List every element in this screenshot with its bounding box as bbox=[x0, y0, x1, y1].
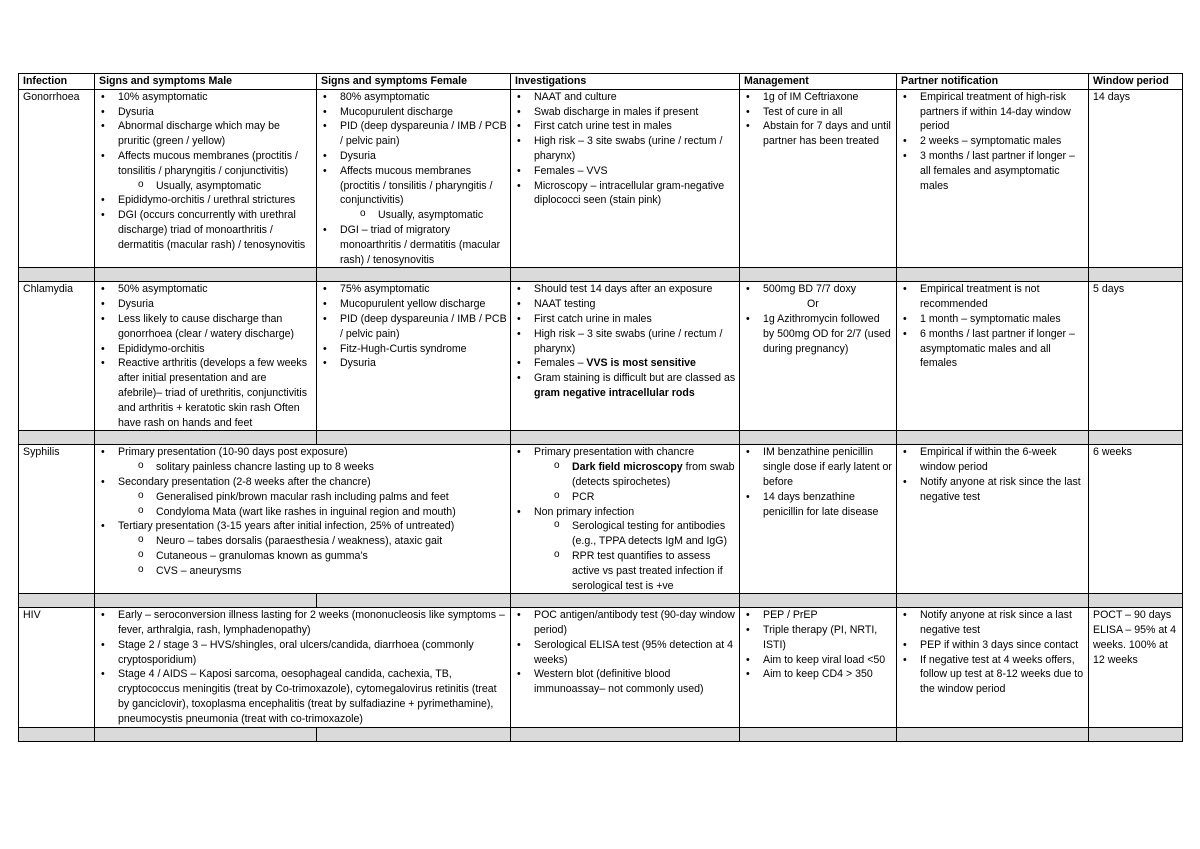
list-item: • Triple therapy (PI, NRTI, ISTI) bbox=[744, 623, 893, 653]
list-item: • Stage 2 / stage 3 – HVS/shingles, oral ulcers/candida, diarrhoea (commonly cryptosporidium) bbox=[99, 638, 507, 668]
list-item: • 1g of IM Ceftriaxone bbox=[744, 90, 893, 105]
list-item: • Dysuria bbox=[321, 356, 507, 371]
header-row bbox=[19, 74, 1183, 90]
sub-list-item: o Cutaneous – granulomas known as gumma’s bbox=[137, 549, 507, 564]
list-item: • Females – VVS bbox=[515, 164, 736, 179]
list-item: • Tertiary presentation (3-15 years after initial infection, 25% of untreated) o Neuro – tabes dorsalis (paraesthesia / weakness), ataxic gait o Cutaneous – granulomas known as gumma’s o CVS – aneurysms bbox=[99, 519, 507, 578]
list-item: • Epididymo-orchitis / urethral strictures bbox=[99, 193, 313, 208]
list-item: • First catch urine in males bbox=[515, 312, 736, 327]
or-label: Or bbox=[807, 298, 819, 311]
list-item: • 80% asymptomatic bbox=[321, 90, 507, 105]
list-item: • Aim to keep viral load <50 bbox=[744, 653, 893, 668]
cell-infection: HIV bbox=[19, 608, 95, 727]
cell-management bbox=[740, 608, 897, 727]
cell-partner-notification bbox=[897, 282, 1089, 431]
list-item: • Serological ELISA test (95% detection at 4 weeks) bbox=[515, 638, 736, 668]
header-window-period: Window period bbox=[1089, 74, 1183, 90]
table-row-chlamydia bbox=[19, 282, 1183, 431]
separator-row bbox=[19, 727, 1183, 741]
list-item: • Non primary infection o Serological testing for antibodies (e.g., TPPA detects IgM and IgG) o RPR test quantifies to assess active vs past treated infection if serological test is +ve bbox=[515, 505, 736, 594]
list-item: • Abstain for 7 days and until partner has been treated bbox=[744, 119, 893, 149]
cell-management bbox=[740, 445, 897, 594]
list-item: • DGI (occurs concurrently with urethral discharge) triad of monoarthritis / dermatitis (macular rash) / tenosynovitis bbox=[99, 208, 313, 252]
list-item: • Western blot (definitive blood immunoassay– not commonly used) bbox=[515, 667, 736, 697]
list-item: • High risk – 3 site swabs (urine / rectum / pharynx) bbox=[515, 134, 736, 164]
list-item: • 1 month – symptomatic males bbox=[901, 312, 1085, 327]
list-item: • Should test 14 days after an exposure bbox=[515, 282, 736, 297]
cell-window-period: 5 days bbox=[1089, 282, 1183, 431]
cell-signs-combined bbox=[95, 445, 511, 594]
header-partner-notification: Partner notification bbox=[897, 74, 1089, 90]
list-item: • Fitz-Hugh-Curtis syndrome bbox=[321, 342, 507, 357]
list-item: • POC antigen/antibody test (90-day window period) bbox=[515, 608, 736, 638]
list-item: • Less likely to cause discharge than gonorrhoea (clear / watery discharge) bbox=[99, 312, 313, 342]
list-item: • 3 months / last partner if longer – all females and asymptomatic males bbox=[901, 149, 1085, 193]
separator-row bbox=[19, 268, 1183, 282]
cell-signs-female bbox=[317, 282, 511, 431]
list-item: • PID (deep dyspareunia / IMB / PCB / pelvic pain) bbox=[321, 312, 507, 342]
list-item: • PEP if within 3 days since contact bbox=[901, 638, 1085, 653]
list-item: • First catch urine test in males bbox=[515, 119, 736, 134]
sub-list-item: o Usually, asymptomatic bbox=[359, 208, 507, 223]
list-item: • Notify anyone at risk since the last negative test bbox=[901, 475, 1085, 505]
list-item: • Gram staining is difficult but are classed as gram negative intracellular rods bbox=[515, 371, 736, 401]
cell-signs-combined bbox=[95, 608, 511, 727]
list-item: • Affects mucous membranes (proctitis / tonsilitis / pharyngitis / conjunctivitis) o Usually, asymptomatic bbox=[321, 164, 507, 223]
list-item: • Affects mucous membranes (proctitis / tonsilitis / pharyngitis / conjunctivitis) o Usually, asymptomatic bbox=[99, 149, 313, 193]
list-item: • 14 days benzathine penicillin for late disease bbox=[744, 490, 893, 520]
list-item: • Mucopurulent discharge bbox=[321, 105, 507, 120]
list-item: • 50% asymptomatic bbox=[99, 282, 313, 297]
cell-management bbox=[740, 282, 897, 431]
header-management: Management bbox=[740, 74, 897, 90]
cell-investigations bbox=[511, 445, 740, 594]
sti-table bbox=[18, 73, 1183, 742]
list-item: • Swab discharge in males if present bbox=[515, 105, 736, 120]
separator-row bbox=[19, 431, 1183, 445]
cell-infection: Gonorrhoea bbox=[19, 89, 95, 268]
cell-investigations bbox=[511, 282, 740, 431]
cell-partner-notification bbox=[897, 608, 1089, 727]
list-item: • Females – VVS is most sensitive bbox=[515, 356, 736, 371]
sub-list-item: o CVS – aneurysms bbox=[137, 564, 507, 579]
list-item: • Dysuria bbox=[99, 105, 313, 120]
cell-window-period: POCT – 90 days ELISA – 95% at 4 weeks. 100% at 12 weeks bbox=[1089, 608, 1183, 727]
cell-infection: Chlamydia bbox=[19, 282, 95, 431]
list-item: • If negative test at 4 weeks offers, follow up test at 8-12 weeks due to the window period bbox=[901, 653, 1085, 697]
list-item: • Stage 4 / AIDS – Kaposi sarcoma, oesophageal candida, cachexia, TB, cryptococcus meningitis (treat by Co-trimoxazole), cytomegalovirus retinitis (treat by ganciclovir), toxoplasma encephalitis (treat by sulfadiazine + pyrimethamine), pneumocystis pneumonia (treat with co-trimoxazole) bbox=[99, 667, 507, 726]
list-item: • NAAT testing bbox=[515, 297, 736, 312]
sub-list-item: o Serological testing for antibodies (e.g., TPPA detects IgM and IgG) bbox=[553, 519, 736, 549]
list-item: • DGI – triad of migratory monoarthritis / dermatitis (macular rash) / tenosynovitis bbox=[321, 223, 507, 267]
list-item: • Empirical if within the 6-week window period bbox=[901, 445, 1085, 475]
cell-signs-male bbox=[95, 89, 317, 268]
sub-list-item: o Condyloma Mata (wart like rashes in inguinal region and mouth) bbox=[137, 505, 507, 520]
cell-management bbox=[740, 89, 897, 268]
list-item: • Empirical treatment is not recommended bbox=[901, 282, 1085, 312]
list-item: • Aim to keep CD4 > 350 bbox=[744, 667, 893, 682]
list-item: • IM benzathine penicillin single dose if early latent or before bbox=[744, 445, 893, 489]
list-item: • Early – seroconversion illness lasting for 2 weeks (mononucleosis like symptoms – fever, arthralgia, rash, lymphadenopathy) bbox=[99, 608, 507, 638]
list-item: • Dysuria bbox=[99, 297, 313, 312]
list-item: • PID (deep dyspareunia / IMB / PCB / pelvic pain) bbox=[321, 119, 507, 149]
list-item: • Secondary presentation (2-8 weeks after the chancre) o Generalised pink/brown macular rash including palms and feet o Condyloma Mata (wart like rashes in inguinal region and mouth) bbox=[99, 475, 507, 519]
list-item: • Primary presentation with chancre o Dark field microscopy from swab (detects spirochetes) o PCR bbox=[515, 445, 736, 504]
table-row-gonorrhoea bbox=[19, 89, 1183, 268]
header-investigations: Investigations bbox=[511, 74, 740, 90]
cell-window-period: 6 weeks bbox=[1089, 445, 1183, 594]
cell-investigations bbox=[511, 608, 740, 727]
list-item: • 75% asymptomatic bbox=[321, 282, 507, 297]
header-signs-male: Signs and symptoms Male bbox=[95, 74, 317, 90]
list-item: • PEP / PrEP bbox=[744, 608, 893, 623]
separator-row bbox=[19, 594, 1183, 608]
table-row-syphilis bbox=[19, 445, 1183, 594]
list-item: • Empirical treatment of high-risk partners if within 14-day window period bbox=[901, 90, 1085, 134]
sub-list-item: o solitary painless chancre lasting up to 8 weeks bbox=[137, 460, 507, 475]
list-item: • 10% asymptomatic bbox=[99, 90, 313, 105]
sub-list-item: o Generalised pink/brown macular rash including palms and feet bbox=[137, 490, 507, 505]
table-row-hiv bbox=[19, 608, 1183, 727]
list-item: • 500mg BD 7/7 doxy Or bbox=[744, 282, 893, 312]
list-item: • Mucopurulent yellow discharge bbox=[321, 297, 507, 312]
sub-list-item: o Usually, asymptomatic bbox=[137, 179, 313, 194]
cell-signs-male bbox=[95, 282, 317, 431]
list-item: • Reactive arthritis (develops a few weeks after initial presentation and are afebrile)– triad of urethritis, conjunctivitis and arthritis + keratotic skin rash Often have rash on hands and feet bbox=[99, 356, 313, 430]
list-item: • Test of cure in all bbox=[744, 105, 893, 120]
cell-partner-notification bbox=[897, 89, 1089, 268]
header-infection: Infection bbox=[19, 74, 95, 90]
list-item: • Dysuria bbox=[321, 149, 507, 164]
list-item: • 2 weeks – symptomatic males bbox=[901, 134, 1085, 149]
list-item: • High risk – 3 site swabs (urine / rectum / pharynx) bbox=[515, 327, 736, 357]
list-item: • NAAT and culture bbox=[515, 90, 736, 105]
list-item: • Microscopy – intracellular gram-negative diplococci seen (stain pink) bbox=[515, 179, 736, 209]
header-signs-female: Signs and symptoms Female bbox=[317, 74, 511, 90]
cell-investigations bbox=[511, 89, 740, 268]
cell-window-period: 14 days bbox=[1089, 89, 1183, 268]
list-item: • Notify anyone at risk since a last negative test bbox=[901, 608, 1085, 638]
list-item: • 6 months / last partner if longer – asymptomatic males and all females bbox=[901, 327, 1085, 371]
list-item: • Abnormal discharge which may be pruritic (green / yellow) bbox=[99, 119, 313, 149]
cell-infection: Syphilis bbox=[19, 445, 95, 594]
sub-list-item: o PCR bbox=[553, 490, 736, 505]
sub-list-item: o Neuro – tabes dorsalis (paraesthesia / weakness), ataxic gait bbox=[137, 534, 507, 549]
list-item: • Primary presentation (10-90 days post exposure) o solitary painless chancre lasting up to 8 weeks bbox=[99, 445, 507, 475]
cell-partner-notification bbox=[897, 445, 1089, 594]
cell-signs-female bbox=[317, 89, 511, 268]
sub-list-item: o Dark field microscopy from swab (detects spirochetes) bbox=[553, 460, 736, 490]
sub-list-item: o RPR test quantifies to assess active vs past treated infection if serological test is +ve bbox=[553, 549, 736, 593]
list-item: • Epididymo-orchitis bbox=[99, 342, 313, 357]
list-item: • 1g Azithromycin followed by 500mg OD for 2/7 (used during pregnancy) bbox=[744, 312, 893, 356]
